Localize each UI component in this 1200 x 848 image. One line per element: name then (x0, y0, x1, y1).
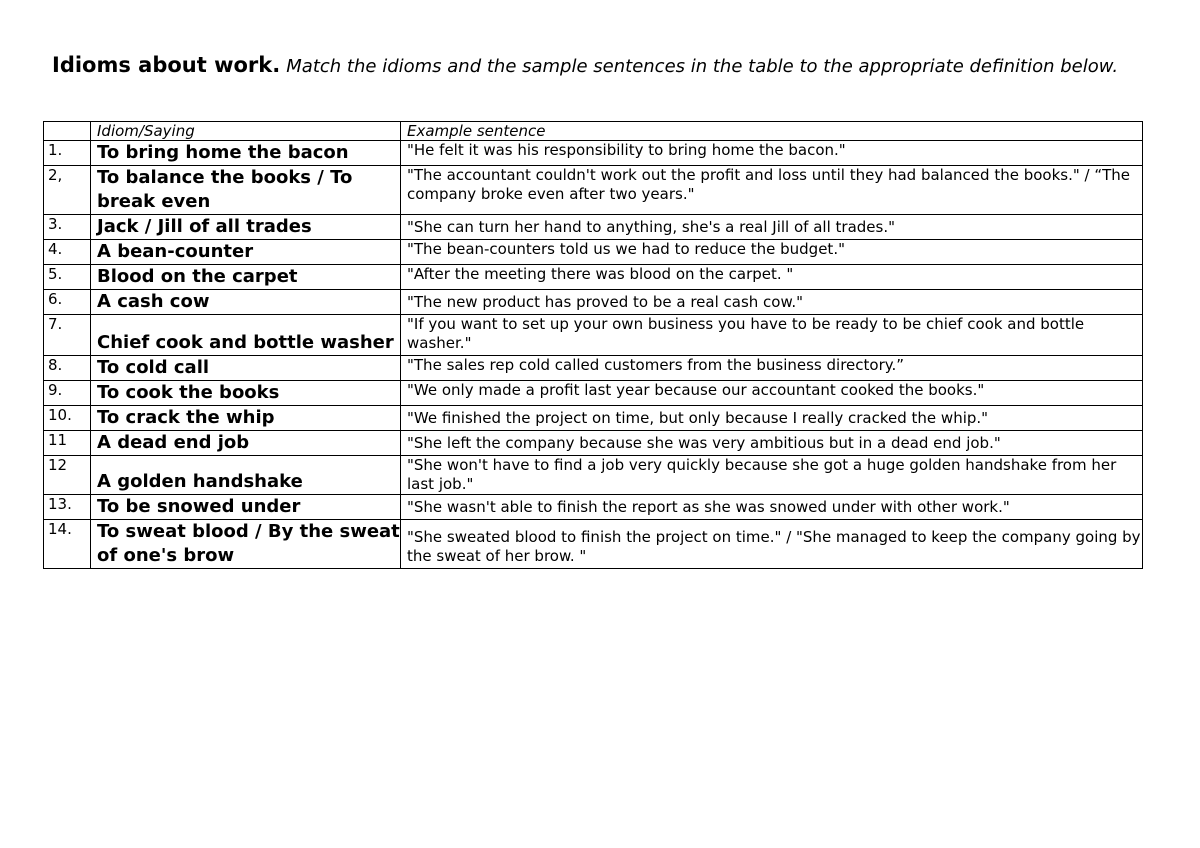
table-row (44, 431, 1143, 456)
row-number: 12 (44, 456, 91, 495)
idiom-cell: Chief cook and bottle washer (91, 315, 401, 356)
row-number: 13. (44, 495, 91, 520)
idiom-cell: To cook the books (91, 381, 401, 406)
example-cell: "She left the company because she was very ambitious but in a dead end job." (401, 431, 1143, 456)
example-cell: "We finished the project on time, but only because I really cracked the whip." (401, 406, 1143, 431)
example-cell: "She sweated blood to finish the project on time." / "She managed to keep the company going by the sweat of her brow. " (401, 520, 1143, 569)
worksheet-instruction: Match the idioms and the sample sentences in the table to the appropriate definition below. (286, 56, 1119, 77)
table-row (44, 265, 1143, 290)
idiom-cell: A dead end job (91, 431, 401, 456)
header-number (44, 122, 91, 141)
idiom-cell: To bring home the bacon (91, 141, 401, 166)
example-cell: "The bean-counters told us we had to reduce the budget." (401, 240, 1143, 265)
table-row (44, 240, 1143, 265)
table-row (44, 215, 1143, 240)
idiom-cell: To sweat blood / By the sweat of one's brow (91, 520, 401, 569)
row-number: 9. (44, 381, 91, 406)
row-number: 14. (44, 520, 91, 569)
example-cell: "She won't have to find a job very quickly because she got a huge golden handshake from her last job." (401, 456, 1143, 495)
idiom-cell: To be snowed under (91, 495, 401, 520)
header-idiom: Idiom/Saying (91, 122, 401, 141)
row-number: 5. (44, 265, 91, 290)
table-row (44, 141, 1143, 166)
table-row (44, 495, 1143, 520)
example-cell: "She can turn her hand to anything, she's a real Jill of all trades." (401, 215, 1143, 240)
table-row (44, 456, 1143, 495)
idiom-cell: Jack / Jill of all trades (91, 215, 401, 240)
idiom-cell: Blood on the carpet (91, 265, 401, 290)
example-cell: "If you want to set up your own business you have to be ready to be chief cook and bottle washer." (401, 315, 1143, 356)
table-row (44, 290, 1143, 315)
row-number: 11 (44, 431, 91, 456)
idiom-cell: A bean-counter (91, 240, 401, 265)
idiom-cell: To cold call (91, 356, 401, 381)
idiom-cell: To balance the books / To break even (91, 166, 401, 215)
row-number: 7. (44, 315, 91, 356)
table-header-row (44, 122, 1143, 141)
example-cell: "The accountant couldn't work out the profit and loss until they had balanced the books." / “The company broke even after two years." (401, 166, 1143, 215)
table-row (44, 520, 1143, 569)
idioms-table (43, 121, 1143, 569)
table-row (44, 381, 1143, 406)
table-row (44, 315, 1143, 356)
table-row (44, 356, 1143, 381)
row-number: 1. (44, 141, 91, 166)
row-number: 10. (44, 406, 91, 431)
row-number: 8. (44, 356, 91, 381)
table-row (44, 406, 1143, 431)
idiom-cell: To crack the whip (91, 406, 401, 431)
worksheet-title: Idioms about work. (52, 53, 281, 77)
header-example: Example sentence (401, 122, 1143, 141)
example-cell: "After the meeting there was blood on the carpet. " (401, 265, 1143, 290)
table-row (44, 166, 1143, 215)
example-cell: "He felt it was his responsibility to bring home the bacon." (401, 141, 1143, 166)
row-number: 6. (44, 290, 91, 315)
example-cell: "The new product has proved to be a real cash cow." (401, 290, 1143, 315)
idiom-cell: A cash cow (91, 290, 401, 315)
example-cell: "The sales rep cold called customers from the business directory.” (401, 356, 1143, 381)
row-number: 2, (44, 166, 91, 215)
worksheet-heading (52, 52, 1152, 80)
idiom-cell: A golden handshake (91, 456, 401, 495)
row-number: 3. (44, 215, 91, 240)
row-number: 4. (44, 240, 91, 265)
example-cell: "We only made a profit last year because our accountant cooked the books." (401, 381, 1143, 406)
example-cell: "She wasn't able to finish the report as she was snowed under with other work." (401, 495, 1143, 520)
